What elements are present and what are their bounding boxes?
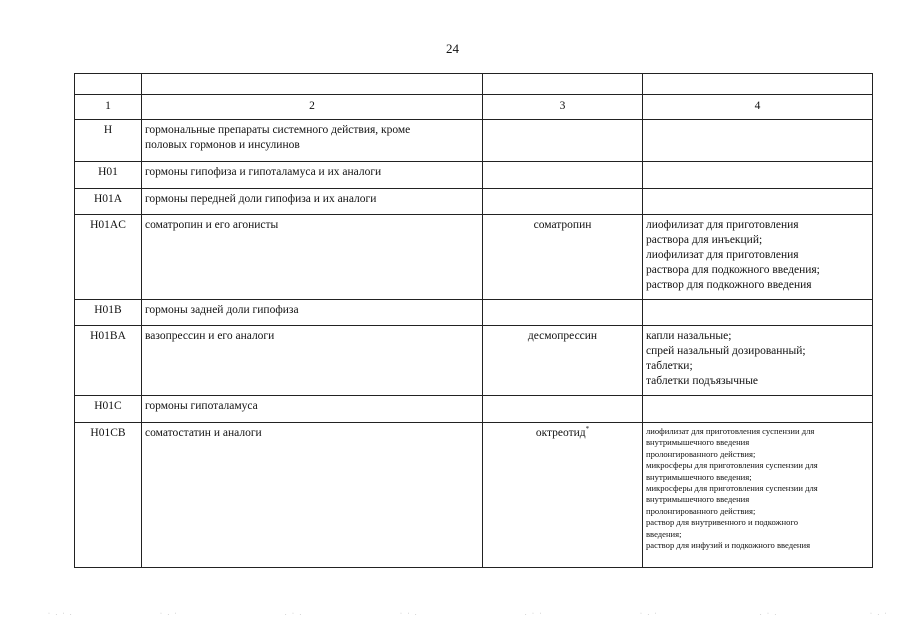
- column-number: 2: [142, 95, 483, 120]
- table-row: [75, 215, 873, 300]
- dosage-form-line: лиофилизат для приготовления: [646, 219, 799, 231]
- column-number: 1: [75, 95, 142, 120]
- drug-cell: [483, 423, 643, 568]
- dosage-form-line: таблетки;: [646, 360, 693, 372]
- drug-table: [74, 73, 873, 568]
- atc-name: вазопрессин и его аналоги: [142, 326, 483, 396]
- blank-cell: [483, 74, 643, 95]
- atc-name: гормоны гипоталамуса: [142, 396, 483, 423]
- atc-name: гормоны задней доли гипофиза: [142, 300, 483, 326]
- dosage-form-line: внутримышечного введения: [646, 494, 750, 505]
- dosage-form-line: лиофилизат для приготовления суспензии для: [646, 426, 815, 436]
- atc-code: H01CB: [75, 423, 142, 568]
- atc-code: H01: [75, 162, 142, 189]
- drug-footnote-mark: *: [585, 425, 590, 434]
- drug-name: соматропин: [483, 215, 643, 300]
- column-number: 4: [643, 95, 873, 120]
- atc-name: гормоны гипофиза и гипоталамуса и их аналоги: [142, 162, 483, 189]
- scan-noise-dots: · . · . · . · . · . · · . . · · · . · . · . · . ·: [48, 611, 889, 617]
- dosage-forms: [643, 300, 873, 326]
- dosage-form-line: раствора для инъекций;: [646, 234, 763, 246]
- table-row: [75, 189, 873, 215]
- atc-code: H01A: [75, 189, 142, 215]
- table-row: [75, 300, 873, 326]
- drug-name: [483, 396, 643, 423]
- dosage-forms: [643, 120, 873, 162]
- dosage-forms: [643, 162, 873, 189]
- atc-code: H01B: [75, 300, 142, 326]
- blank-cell: [75, 74, 142, 95]
- dosage-form-line: микросферы для приготовления суспензии для: [646, 460, 818, 471]
- table-row: [75, 396, 873, 423]
- atc-name: гормоны передней доли гипофиза и их аналоги: [142, 189, 483, 215]
- dosage-form-line: пролонгированного действия;: [646, 448, 756, 459]
- dosage-form-line: пролонгированного действия;: [646, 505, 756, 516]
- dosage-forms: [643, 189, 873, 215]
- drug-name: [483, 189, 643, 215]
- dosage-form-line: раствора для подкожного введения;: [646, 264, 820, 276]
- atc-code: H01AC: [75, 215, 142, 300]
- atc-name: соматостатин и аналоги: [142, 423, 483, 568]
- dosage-form-line: лиофилизат для приготовления: [646, 249, 799, 261]
- atc-code: H: [75, 120, 142, 162]
- dosage-form-line: спрей назальный дозированный;: [646, 345, 806, 357]
- dosage-form-line: раствор для подкожного введения: [646, 279, 812, 291]
- table-blank-header-row: [75, 74, 873, 95]
- drug-name: октреотид: [535, 427, 586, 439]
- table-row: [75, 423, 873, 568]
- dosage-form-line: внутримышечного введения: [646, 437, 750, 448]
- drug-name: десмопрессин: [483, 326, 643, 396]
- blank-cell: [643, 74, 873, 95]
- column-number-row: [75, 95, 873, 120]
- column-number: 3: [483, 95, 643, 120]
- atc-name: соматропин и его агонисты: [142, 215, 483, 300]
- drug-name: [483, 120, 643, 162]
- drug-name: [483, 300, 643, 326]
- dosage-forms: [643, 215, 873, 300]
- dosage-form-line: капли назальные;: [646, 330, 732, 342]
- dosage-form-line: введения;: [646, 528, 682, 539]
- atc-name: гормональные препараты системного действия, кроме половых гормонов и инсулинов: [142, 120, 483, 162]
- drug-name: [483, 162, 643, 189]
- blank-cell: [142, 74, 483, 95]
- dosage-form-line: раствор для инфузий и подкожного введения: [646, 540, 811, 551]
- table-row: [75, 120, 873, 162]
- dosage-forms: [643, 396, 873, 423]
- table-row: [75, 326, 873, 396]
- dosage-forms: [643, 326, 873, 396]
- atc-code: H01C: [75, 396, 142, 423]
- dosage-form-line: микросферы для приготовления суспензии для: [646, 483, 818, 494]
- dosage-form-line: таблетки подъязычные: [646, 375, 759, 387]
- dosage-forms: [643, 423, 873, 568]
- dosage-form-line: раствор для внутривенного и подкожного: [646, 517, 798, 528]
- page-number: 24: [446, 41, 459, 56]
- dosage-form-line: внутримышечного введения;: [646, 471, 752, 482]
- table-row: [75, 162, 873, 189]
- atc-code: H01BA: [75, 326, 142, 396]
